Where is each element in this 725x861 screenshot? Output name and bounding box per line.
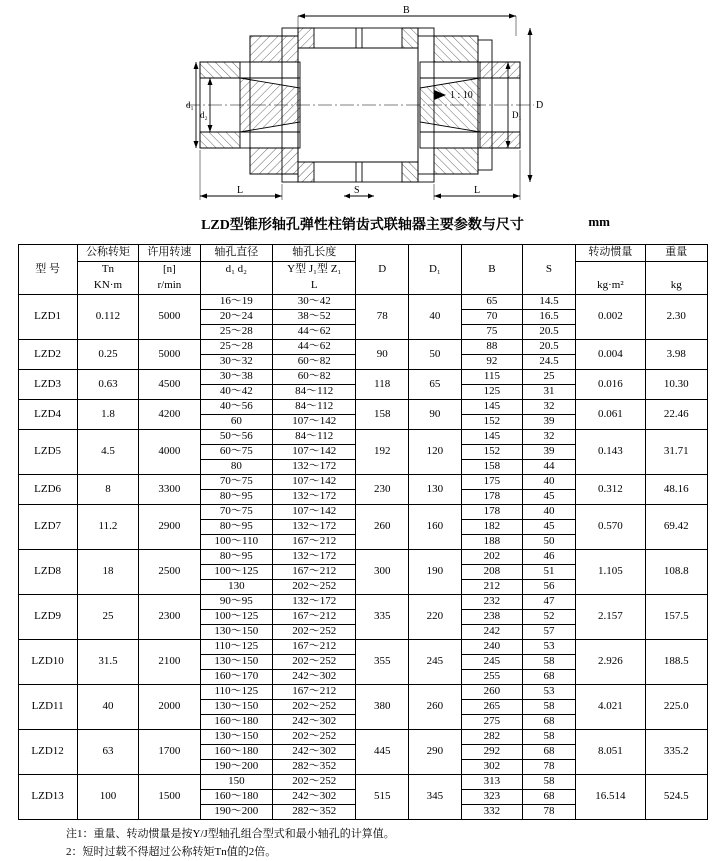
cell-torque: 0.63 <box>77 370 138 400</box>
th-model: 型 号 <box>18 245 77 295</box>
table-header-row-1 <box>18 245 707 262</box>
cell-weight: 335.2 <box>646 730 708 775</box>
cell-torque: 18 <box>77 550 138 595</box>
th-weight: 重量 <box>646 245 708 262</box>
th-torque-unit: KN·m <box>77 278 138 295</box>
cell-S: 68 <box>523 790 576 805</box>
cell-S: 47 <box>523 595 576 610</box>
cell-S: 58 <box>523 775 576 790</box>
table-row <box>18 595 707 610</box>
cell-B: 212 <box>461 580 522 595</box>
cell-bore-dia: 160～170 <box>200 670 272 685</box>
cell-S: 52 <box>523 610 576 625</box>
cell-model: LZD11 <box>18 685 77 730</box>
cell-S: 20.5 <box>523 325 576 340</box>
cell-model: LZD4 <box>18 400 77 430</box>
cell-D1: 260 <box>409 685 462 730</box>
cell-model: LZD9 <box>18 595 77 640</box>
cell-bore-dia: 160～180 <box>200 745 272 760</box>
coupling-drawing <box>0 0 725 210</box>
cell-weight: 22.46 <box>646 400 708 430</box>
cell-D1: 220 <box>409 595 462 640</box>
table-row <box>18 370 707 385</box>
cell-S: 68 <box>523 745 576 760</box>
th-bore-dia-blank <box>200 278 272 295</box>
table-row <box>18 505 707 520</box>
cell-bore-dia: 40～56 <box>200 400 272 415</box>
cell-bore-dia: 90～95 <box>200 595 272 610</box>
cell-D: 445 <box>356 730 409 775</box>
cell-bore-len: 167～212 <box>273 535 356 550</box>
cell-inertia: 0.570 <box>575 505 645 550</box>
cell-B: 75 <box>461 325 522 340</box>
cell-B: 70 <box>461 310 522 325</box>
table-row <box>18 550 707 565</box>
cell-weight: 31.71 <box>646 430 708 475</box>
cell-speed: 4000 <box>139 430 200 475</box>
cell-B: 152 <box>461 415 522 430</box>
cell-bore-dia: 150 <box>200 775 272 790</box>
th-inertia-unit: kg·m² <box>575 278 645 295</box>
cell-torque: 100 <box>77 775 138 820</box>
cell-weight: 3.98 <box>646 340 708 370</box>
cell-bore-len: 30～42 <box>273 295 356 310</box>
cell-speed: 5000 <box>139 295 200 340</box>
th-bore-len-sym: L <box>273 278 356 295</box>
th-B: B <box>461 245 522 295</box>
cell-D1: 190 <box>409 550 462 595</box>
cell-B: 245 <box>461 655 522 670</box>
cell-bore-dia: 25～28 <box>200 340 272 355</box>
cell-bore-len: 242～302 <box>273 715 356 730</box>
note-1: 注1：重量、转动惯量是按Y/J型轴孔组合型式和最小轴孔的计算值。 <box>66 828 395 840</box>
cell-S: 24.5 <box>523 355 576 370</box>
cell-B: 178 <box>461 505 522 520</box>
cell-bore-dia: 130 <box>200 580 272 595</box>
th-bore-len: 轴孔长度 <box>273 245 356 262</box>
table-row <box>18 295 707 310</box>
th-weight-blank <box>646 262 708 279</box>
cell-bore-len: 202～252 <box>273 730 356 745</box>
table-row <box>18 340 707 355</box>
cell-S: 40 <box>523 475 576 490</box>
cell-bore-dia: 80 <box>200 460 272 475</box>
cell-torque: 8 <box>77 475 138 505</box>
cell-speed: 4200 <box>139 400 200 430</box>
cell-B: 238 <box>461 610 522 625</box>
cell-D: 118 <box>356 370 409 400</box>
cell-speed: 5000 <box>139 340 200 370</box>
cell-inertia: 1.105 <box>575 550 645 595</box>
cell-B: 182 <box>461 520 522 535</box>
cell-bore-dia: 130～150 <box>200 730 272 745</box>
table-row <box>18 400 707 415</box>
cell-bore-len: 132～172 <box>273 520 356 535</box>
cell-B: 202 <box>461 550 522 565</box>
cell-B: 332 <box>461 805 522 820</box>
cell-bore-dia: 70～75 <box>200 475 272 490</box>
cell-S: 57 <box>523 625 576 640</box>
cell-S: 20.5 <box>523 340 576 355</box>
table-row <box>18 730 707 745</box>
cell-bore-len: 282～352 <box>273 805 356 820</box>
cell-bore-len: 242～302 <box>273 790 356 805</box>
table-row <box>18 475 707 490</box>
cell-D: 260 <box>356 505 409 550</box>
cell-S: 58 <box>523 700 576 715</box>
cell-B: 323 <box>461 790 522 805</box>
cell-S: 39 <box>523 445 576 460</box>
cell-B: 208 <box>461 565 522 580</box>
cell-bore-dia: 100～125 <box>200 610 272 625</box>
cell-model: LZD12 <box>18 730 77 775</box>
cell-S: 32 <box>523 400 576 415</box>
dim-label-S: S <box>354 185 360 196</box>
cell-S: 46 <box>523 550 576 565</box>
cell-B: 313 <box>461 775 522 790</box>
cell-B: 145 <box>461 430 522 445</box>
cell-model: LZD7 <box>18 505 77 550</box>
cell-bore-len: 38～52 <box>273 310 356 325</box>
cell-speed: 2300 <box>139 595 200 640</box>
cell-S: 58 <box>523 730 576 745</box>
cell-B: 255 <box>461 670 522 685</box>
cell-bore-dia: 20～24 <box>200 310 272 325</box>
cell-bore-dia: 110～125 <box>200 685 272 700</box>
cell-bore-dia: 30～38 <box>200 370 272 385</box>
cell-torque: 31.5 <box>77 640 138 685</box>
cell-B: 240 <box>461 640 522 655</box>
th-torque: 公称转矩 <box>77 245 138 262</box>
cell-D: 515 <box>356 775 409 820</box>
cell-D1: 65 <box>409 370 462 400</box>
cell-torque: 63 <box>77 730 138 775</box>
cell-D: 90 <box>356 340 409 370</box>
cell-bore-dia: 190～200 <box>200 760 272 775</box>
cell-D1: 120 <box>409 430 462 475</box>
cell-S: 16.5 <box>523 310 576 325</box>
cell-bore-len: 107～142 <box>273 445 356 460</box>
cell-bore-len: 44～62 <box>273 340 356 355</box>
cell-S: 32 <box>523 430 576 445</box>
cell-S: 50 <box>523 535 576 550</box>
cell-D1: 160 <box>409 505 462 550</box>
cell-S: 45 <box>523 490 576 505</box>
cell-torque: 11.2 <box>77 505 138 550</box>
cell-S: 56 <box>523 580 576 595</box>
table-row <box>18 640 707 655</box>
dim-label-d2: d₂ <box>200 110 208 120</box>
cell-bore-dia: 70～75 <box>200 505 272 520</box>
cell-bore-dia: 110～125 <box>200 640 272 655</box>
cell-D: 158 <box>356 400 409 430</box>
cell-bore-len: 132～172 <box>273 550 356 565</box>
cell-D1: 90 <box>409 400 462 430</box>
th-torque-sym: Tn <box>77 262 138 279</box>
th-S: S <box>523 245 576 295</box>
cell-weight: 225.0 <box>646 685 708 730</box>
cell-B: 232 <box>461 595 522 610</box>
cell-B: 260 <box>461 685 522 700</box>
cell-bore-len: 202～252 <box>273 655 356 670</box>
cell-B: 175 <box>461 475 522 490</box>
cell-torque: 25 <box>77 595 138 640</box>
cell-inertia: 0.143 <box>575 430 645 475</box>
cell-weight: 524.5 <box>646 775 708 820</box>
cell-S: 25 <box>523 370 576 385</box>
cell-D1: 40 <box>409 295 462 340</box>
cell-bore-dia: 60 <box>200 415 272 430</box>
th-D1: D₁ <box>409 245 462 295</box>
cell-bore-dia: 100～125 <box>200 565 272 580</box>
th-speed-sym: [n] <box>139 262 200 279</box>
cell-S: 58 <box>523 655 576 670</box>
cell-D: 355 <box>356 640 409 685</box>
cell-speed: 1700 <box>139 730 200 775</box>
spec-table <box>18 244 708 820</box>
cell-S: 14.5 <box>523 295 576 310</box>
cell-bore-len: 84～112 <box>273 430 356 445</box>
cell-inertia: 2.926 <box>575 640 645 685</box>
cell-inertia: 8.051 <box>575 730 645 775</box>
cell-bore-dia: 30～32 <box>200 355 272 370</box>
cell-D: 230 <box>356 475 409 505</box>
cell-S: 53 <box>523 640 576 655</box>
cell-inertia: 0.004 <box>575 340 645 370</box>
cell-bore-dia: 160～180 <box>200 715 272 730</box>
cell-bore-len: 107～142 <box>273 505 356 520</box>
cell-inertia: 0.002 <box>575 295 645 340</box>
dim-label-B: B <box>403 5 410 16</box>
cell-bore-dia: 130～150 <box>200 655 272 670</box>
cell-bore-len: 282～352 <box>273 760 356 775</box>
cell-B: 92 <box>461 355 522 370</box>
cell-torque: 4.5 <box>77 430 138 475</box>
cell-S: 53 <box>523 685 576 700</box>
cell-model: LZD8 <box>18 550 77 595</box>
cell-S: 51 <box>523 565 576 580</box>
cell-model: LZD5 <box>18 430 77 475</box>
cell-S: 31 <box>523 385 576 400</box>
cell-inertia: 0.061 <box>575 400 645 430</box>
note-2: 2：短时过载不得超过公称转矩Tn值的2倍。 <box>66 845 277 858</box>
cell-model: LZD2 <box>18 340 77 370</box>
cell-model: LZD10 <box>18 640 77 685</box>
cell-speed: 3300 <box>139 475 200 505</box>
cell-speed: 2500 <box>139 550 200 595</box>
taper-label: 1 : 10 <box>450 90 473 101</box>
cell-bore-dia: 16～19 <box>200 295 272 310</box>
table-row <box>18 775 707 790</box>
table-notes <box>66 826 725 861</box>
th-inertia: 转动惯量 <box>575 245 645 262</box>
cell-bore-dia: 80～95 <box>200 520 272 535</box>
cell-S: 78 <box>523 805 576 820</box>
cell-B: 158 <box>461 460 522 475</box>
cell-torque: 0.25 <box>77 340 138 370</box>
cell-S: 78 <box>523 760 576 775</box>
cell-D: 380 <box>356 685 409 730</box>
cell-bore-dia: 50～56 <box>200 430 272 445</box>
cell-inertia: 0.312 <box>575 475 645 505</box>
cell-inertia: 0.016 <box>575 370 645 400</box>
cell-bore-len: 242～302 <box>273 745 356 760</box>
cell-S: 39 <box>523 415 576 430</box>
cell-D: 192 <box>356 430 409 475</box>
cell-S: 68 <box>523 715 576 730</box>
cell-B: 178 <box>461 490 522 505</box>
cell-B: 282 <box>461 730 522 745</box>
cell-bore-len: 167～212 <box>273 610 356 625</box>
cell-inertia: 16.514 <box>575 775 645 820</box>
cell-D1: 130 <box>409 475 462 505</box>
cell-bore-len: 167～212 <box>273 640 356 655</box>
dim-label-L-right: L <box>474 185 481 196</box>
cell-B: 188 <box>461 535 522 550</box>
cell-bore-len: 132～172 <box>273 595 356 610</box>
cell-S: 44 <box>523 460 576 475</box>
cell-torque: 0.112 <box>77 295 138 340</box>
cell-S: 40 <box>523 505 576 520</box>
cell-weight: 69.42 <box>646 505 708 550</box>
cell-bore-len: 44～62 <box>273 325 356 340</box>
cell-speed: 1500 <box>139 775 200 820</box>
cell-bore-len: 84～112 <box>273 385 356 400</box>
cell-B: 152 <box>461 445 522 460</box>
cell-B: 302 <box>461 760 522 775</box>
th-speed-unit: r/min <box>139 278 200 295</box>
cell-bore-len: 202～252 <box>273 625 356 640</box>
cell-bore-len: 107～142 <box>273 415 356 430</box>
cell-bore-len: 60～82 <box>273 355 356 370</box>
cell-B: 145 <box>461 400 522 415</box>
cell-speed: 2100 <box>139 640 200 685</box>
cell-D1: 290 <box>409 730 462 775</box>
cell-weight: 48.16 <box>646 475 708 505</box>
cell-D: 335 <box>356 595 409 640</box>
cell-bore-len: 107～142 <box>273 475 356 490</box>
cell-B: 65 <box>461 295 522 310</box>
cell-bore-dia: 60～75 <box>200 445 272 460</box>
cell-weight: 188.5 <box>646 640 708 685</box>
cell-S: 68 <box>523 670 576 685</box>
cell-S: 45 <box>523 520 576 535</box>
cell-bore-dia: 130～150 <box>200 700 272 715</box>
page-title: LZD型锥形轴孔弹性柱销齿式联轴器主要参数与尺寸 <box>201 218 524 233</box>
table-row <box>18 430 707 445</box>
cell-speed: 2900 <box>139 505 200 550</box>
cell-bore-len: 202～252 <box>273 775 356 790</box>
cell-weight: 157.5 <box>646 595 708 640</box>
cell-bore-len: 202～252 <box>273 700 356 715</box>
th-D: D <box>356 245 409 295</box>
cell-bore-len: 60～82 <box>273 370 356 385</box>
cell-bore-dia: 100～110 <box>200 535 272 550</box>
cell-bore-len: 242～302 <box>273 670 356 685</box>
cell-bore-len: 84～112 <box>273 400 356 415</box>
dim-label-d1: d₁ <box>186 100 194 110</box>
cell-D1: 50 <box>409 340 462 370</box>
th-weight-unit: kg <box>646 278 708 295</box>
cell-weight: 10.30 <box>646 370 708 400</box>
cell-model: LZD6 <box>18 475 77 505</box>
cell-D1: 345 <box>409 775 462 820</box>
cell-inertia: 4.021 <box>575 685 645 730</box>
cell-bore-len: 167～212 <box>273 685 356 700</box>
cell-bore-len: 132～172 <box>273 490 356 505</box>
th-inertia-blank <box>575 262 645 279</box>
cell-B: 292 <box>461 745 522 760</box>
th-bore-dia-sym: d₁ d₂ <box>200 262 272 279</box>
cell-B: 242 <box>461 625 522 640</box>
th-speed: 许用转速 <box>139 245 200 262</box>
cell-bore-dia: 160～180 <box>200 790 272 805</box>
table-row <box>18 685 707 700</box>
unit-label: mm <box>588 214 610 229</box>
cell-torque: 1.8 <box>77 400 138 430</box>
cell-weight: 2.30 <box>646 295 708 340</box>
cell-model: LZD13 <box>18 775 77 820</box>
cell-speed: 2000 <box>139 685 200 730</box>
cell-B: 265 <box>461 700 522 715</box>
cell-weight: 108.8 <box>646 550 708 595</box>
cell-inertia: 2.157 <box>575 595 645 640</box>
th-bore-len-types: Y型 J₁型 Z₁ <box>273 262 356 279</box>
cell-model: LZD1 <box>18 295 77 340</box>
cell-bore-dia: 80～95 <box>200 550 272 565</box>
cell-bore-dia: 40～42 <box>200 385 272 400</box>
cell-B: 275 <box>461 715 522 730</box>
cell-model: LZD3 <box>18 370 77 400</box>
dim-label-D: D <box>536 100 544 111</box>
cell-B: 125 <box>461 385 522 400</box>
cell-bore-len: 202～252 <box>273 580 356 595</box>
cell-bore-dia: 190～200 <box>200 805 272 820</box>
cell-bore-len: 167～212 <box>273 565 356 580</box>
dim-label-L-left: L <box>237 185 244 196</box>
cell-bore-dia: 130～150 <box>200 625 272 640</box>
cell-speed: 4500 <box>139 370 200 400</box>
cell-D: 78 <box>356 295 409 340</box>
th-bore-dia: 轴孔直径 <box>200 245 272 262</box>
cell-D1: 245 <box>409 640 462 685</box>
cell-D: 300 <box>356 550 409 595</box>
cell-B: 88 <box>461 340 522 355</box>
dim-label-D1: D₁ <box>512 110 522 120</box>
cell-torque: 40 <box>77 685 138 730</box>
cell-bore-dia: 25～28 <box>200 325 272 340</box>
cell-bore-dia: 80～95 <box>200 490 272 505</box>
cell-bore-len: 132～172 <box>273 460 356 475</box>
cell-B: 115 <box>461 370 522 385</box>
